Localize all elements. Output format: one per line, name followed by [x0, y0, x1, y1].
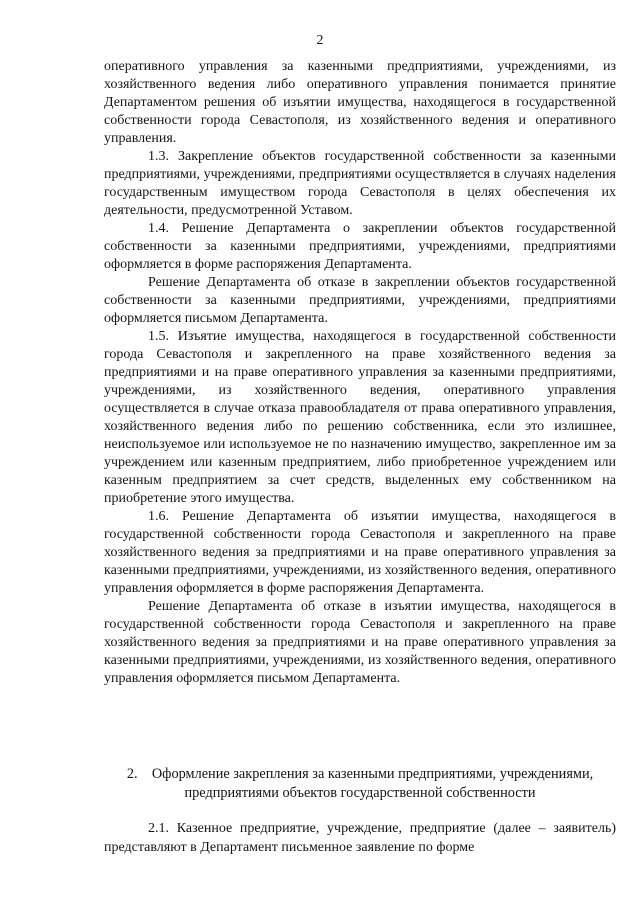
paragraph-1-4: 1.4. Решение Департамента о закреплении объектов государственной собственности за казенными предприятиями, учреждениями, предприятиями оформляется в форме распоряжения Департамента.	[104, 221, 616, 272]
paragraph-continuation: оперативного управления за казенными предприятиями, учреждениями, из хозяйственного ведения либо оперативного управления понимается принятие Департаментом решения об изъятии имущества, находящегося в государственной собственности города Севастополя, из хозяйственного ведения и оперативного управления.	[104, 59, 616, 146]
page-number: 2	[316, 33, 324, 48]
paragraph-1-6-refusal: Решение Департамента об отказе в изъятии имущества, находящегося в государственной собственности города Севастополя и закрепленного на праве хозяйственного ведения за предприятиями и на праве оперативного управления за казенными предприятиями, учреждениями, из хозяйственного ведения, оперативного управления оформляется письмом Департамента.	[104, 599, 616, 686]
paragraph-2-1: 2.1. Казенное предприятие, учреждение, предприятие (далее – заявитель) представляют в Департамент письменное заявление по форме	[104, 821, 616, 855]
section-heading	[104, 765, 616, 803]
paragraph-1-6: 1.6. Решение Департамента об изъятии имущества, находящегося в государственной собственности города Севастополя и закрепленного на праве хозяйственного ведения за предприятиями и на праве оперативного управления за казенными предприятиями, учреждениями, из хозяйственного ведения, оперативного управления оформляется в форме распоряжения Департамента.	[104, 509, 616, 596]
section-2-body	[104, 819, 616, 857]
section-title-line-1: Оформление закрепления за казенными предприятиями, учреждениями,	[151, 766, 594, 782]
paragraph-1-5: 1.5. Изъятие имущества, находящегося в государственной собственности города Севастополя и закрепленного на праве хозяйственного ведения за предприятиями и на праве оперативного управления за казенными предприятиями, учреждениями, из хозяйственного ведения, оперативного управления осуществляется в случае отказа правообладателя от права оперативного управления, хозяйственного ведения либо по решению собственника, если это излишнее, неиспользуемое или используемое не по назначению имущество, закрепленное им за учреждением или казенным предприятием, либо приобретенное учреждением или казенным предприятием за счет средств, выделенных ему собственником на приобретение этого имущества.	[104, 329, 616, 506]
document-body	[104, 58, 616, 688]
section-title-line-2: предприятиями объектов государственной собственности	[184, 785, 536, 801]
section-number: 2.	[126, 766, 138, 782]
paragraph-1-3: 1.3. Закрепление объектов государственной собственности за казенными предприятиями, учреждениями, предприятиями осуществляется в случаях наделения государственным имуществом города Севастополя в целях обеспечения их деятельности, предусмотренной Уставом.	[104, 149, 616, 218]
paragraph-1-4-refusal: Решение Департамента об отказе в закреплении объектов государственной собственности за казенными предприятиями, учреждениями, предприятиями оформляется письмом Департамента.	[104, 275, 616, 326]
